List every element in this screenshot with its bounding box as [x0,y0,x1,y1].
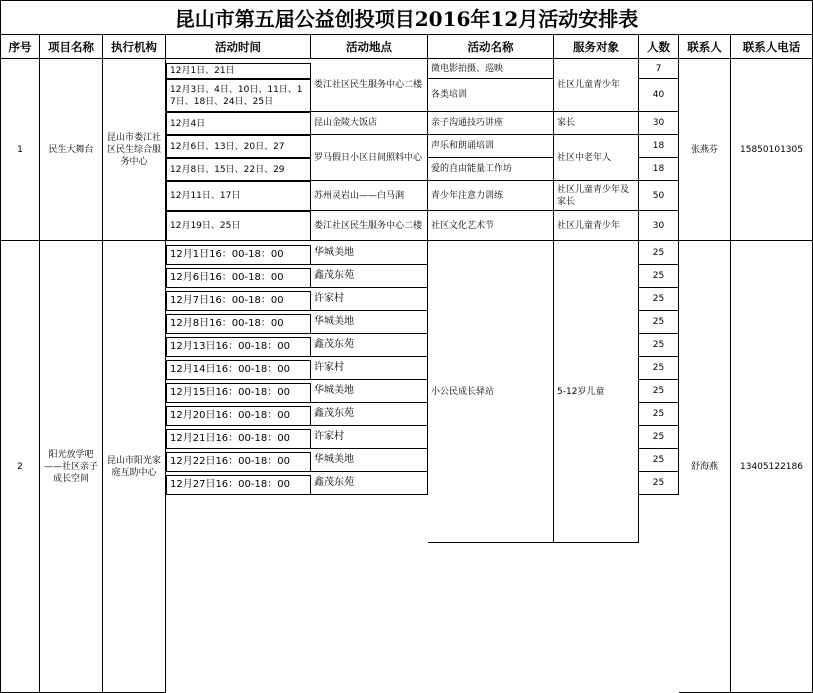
project1-place: 罗马假日小区日间照料中心 [311,135,428,181]
project1-activity: 亲子沟通技巧讲座 [428,112,554,135]
header-activity: 活动名称 [428,35,554,59]
project2-contact: 舒海燕 [679,241,731,693]
project2-place: 华城美地 [311,241,428,265]
project2-count: 25 [639,241,679,265]
project2-time: 12月22日16：00-18：00 [166,452,311,472]
project2-count: 25 [639,426,679,449]
project2-phone: 13405122186 [731,241,813,693]
project1-place: 昆山金陵大饭店 [311,112,428,135]
project1-place: 娄江社区民生服务中心二楼 [311,59,428,112]
header-org: 执行机构 [103,35,166,59]
project2-place: 鑫茂东苑 [311,403,428,426]
project1-contact: 张燕芬 [679,59,731,241]
project1-count: 50 [639,181,679,211]
project1-activity: 青少年注意力训练 [428,181,554,211]
project2-count: 25 [639,380,679,403]
project1-place: 娄江社区民生服务中心二楼 [311,211,428,241]
project2-no: 2 [0,241,40,693]
header-contact: 联系人 [679,35,731,59]
project2-place: 许家村 [311,426,428,449]
project2-count: 25 [639,403,679,426]
project2-count: 25 [639,288,679,311]
project1-time: 12月19日、25日 [166,211,311,241]
project2-time: 12月15日16：00-18：00 [166,383,311,403]
project2-time: 12月7日16：00-18：00 [166,291,311,311]
project2-place: 许家村 [311,288,428,311]
project1-time: 12月6日、13日、20日、27 [166,135,311,158]
project1-org: 昆山市娄江社区民生综合服务中心 [103,59,166,241]
project2-activity: 小公民成长驿站 [428,241,554,543]
header-count: 人数 [639,35,679,59]
project2-count: 25 [639,472,679,495]
project2-time: 12月20日16：00-18：00 [166,406,311,426]
project1-target: 社区儿童青少年及家长 [554,181,639,211]
header-time: 活动时间 [166,35,311,59]
project1-activity: 微电影拍摄、巡映 [428,59,554,79]
header-project-name: 项目名称 [40,35,103,59]
project2-time: 12月27日16：00-18：00 [166,475,311,495]
project2-time: 12月14日16：00-18：00 [166,360,311,380]
project2-target: 5-12岁儿童 [554,241,639,543]
project1-time: 12月8日、15日、22日、29 [166,158,311,181]
header-no: 序号 [0,35,40,59]
project1-no: 1 [0,59,40,241]
project1-target: 社区儿童青少年 [554,211,639,241]
project1-count: 18 [639,135,679,158]
header-target: 服务对象 [554,35,639,59]
project1-time: 12月11日、17日 [166,181,311,211]
project1-time: 12月1日、21日 [166,63,311,79]
project2-time: 12月21日16：00-18：00 [166,429,311,449]
project2-place: 华城美地 [311,449,428,472]
project2-place: 鑫茂东苑 [311,265,428,288]
project2-count: 25 [639,265,679,288]
header-phone: 联系人电话 [731,35,813,59]
project2-count: 25 [639,449,679,472]
sheet-title: 昆山市第五届公益创投项目2016年12月活动安排表 [0,0,813,35]
project2-place: 许家村 [311,357,428,380]
project1-target: 社区儿童青少年 [554,59,639,112]
project1-target: 家长 [554,112,639,135]
project1-time: 12月4日 [166,112,311,135]
project1-place: 苏州灵岩山——白马涧 [311,181,428,211]
header-place: 活动地点 [311,35,428,59]
project1-target: 社区中老年人 [554,135,639,181]
project1-count: 30 [639,211,679,241]
project2-place: 华城美地 [311,380,428,403]
project1-count: 7 [639,59,679,79]
project2-org: 昆山市阳光家庭互助中心 [103,241,166,693]
project2-count: 25 [639,334,679,357]
project2-count: 25 [639,311,679,334]
project2-place: 鑫茂东苑 [311,472,428,495]
project1-count: 18 [639,158,679,181]
project2-time: 12月8日16：00-18：00 [166,314,311,334]
project1-count: 30 [639,112,679,135]
project1-count: 40 [639,79,679,112]
project1-time: 12月3日、4日、10日、11日、17日、18日、24日、25日 [166,79,311,112]
project2-time: 12月6日16：00-18：00 [166,268,311,288]
project1-activity: 社区文化艺术节 [428,211,554,241]
project2-count: 25 [639,357,679,380]
project2-place: 华城美地 [311,311,428,334]
project2-place: 鑫茂东苑 [311,334,428,357]
project1-phone: 15850101305 [731,59,813,241]
project2-time: 12月13日16：00-18：00 [166,337,311,357]
project2-name: 阳光放学吧——社区亲子成长空间 [40,241,103,693]
project1-name: 民生大舞台 [40,59,103,241]
project1-activity: 爱的自由能量工作坊 [428,158,554,181]
project1-activity: 声乐和朗诵培训 [428,135,554,158]
project1-activity: 各类培训 [428,79,554,112]
project2-time: 12月1日16：00-18：00 [166,245,311,265]
